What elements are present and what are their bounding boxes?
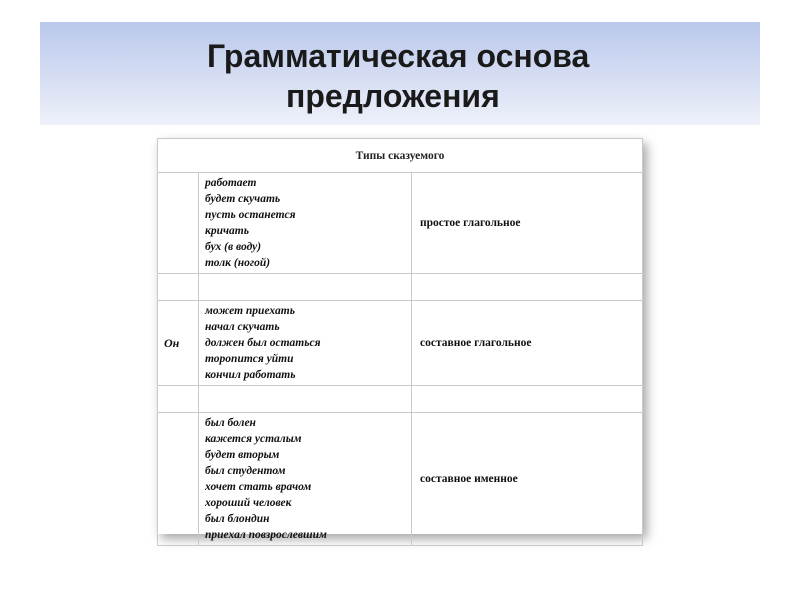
table-row: [158, 173, 643, 274]
example-word: был болен: [205, 417, 256, 429]
table-header: Типы сказуемого: [158, 139, 643, 173]
empty-cell: [158, 386, 199, 413]
example-word: хороший человек: [205, 497, 292, 509]
example-word: кончил работать: [205, 369, 296, 381]
subject-cell: [158, 413, 199, 546]
slide-title: [40, 36, 760, 116]
example-word: был блондин: [205, 513, 270, 525]
empty-cell: [199, 274, 412, 301]
example-word: может приехать: [205, 305, 295, 317]
example-word: пусть останется: [205, 209, 296, 221]
empty-cell: [199, 386, 412, 413]
predicate-type: простое глагольное: [412, 173, 643, 274]
table-row: [158, 274, 643, 301]
empty-cell: [158, 274, 199, 301]
empty-cell: [412, 386, 643, 413]
table-row: [158, 413, 643, 546]
example-word: будет вторым: [205, 449, 280, 461]
example-word: кричать: [205, 225, 249, 237]
examples-cell: [199, 301, 412, 386]
example-word: будет скучать: [205, 193, 281, 205]
example-word: был студентом: [205, 465, 286, 477]
table-row: [158, 386, 643, 413]
example-word: работает: [205, 177, 257, 189]
example-word: толк (ногой): [205, 257, 271, 269]
example-word: бух (в воду): [205, 241, 262, 253]
example-word: должен был остаться: [205, 337, 321, 349]
example-word: начал скучать: [205, 321, 280, 333]
table-row: [158, 301, 643, 386]
slide-title-line-1: Грамматическая основа: [207, 38, 590, 74]
example-word: кажется усталым: [205, 433, 302, 445]
example-word: хочет стать врачом: [205, 481, 312, 493]
subject-cell: [158, 173, 199, 274]
table-header-row: [158, 139, 643, 173]
examples-cell: [199, 413, 412, 546]
subject-cell: Он: [158, 301, 199, 386]
predicate-type: составное именное: [412, 413, 643, 546]
examples-cell: [199, 173, 412, 274]
example-word: приехал повзрослевшим: [205, 529, 327, 541]
example-word: торопится уйти: [205, 353, 294, 365]
predicate-type: составное глагольное: [412, 301, 643, 386]
slide-title-line-2: предложения: [286, 78, 500, 114]
empty-cell: [412, 274, 643, 301]
predicate-types-table: [157, 138, 643, 541]
title-banner: [40, 22, 760, 125]
